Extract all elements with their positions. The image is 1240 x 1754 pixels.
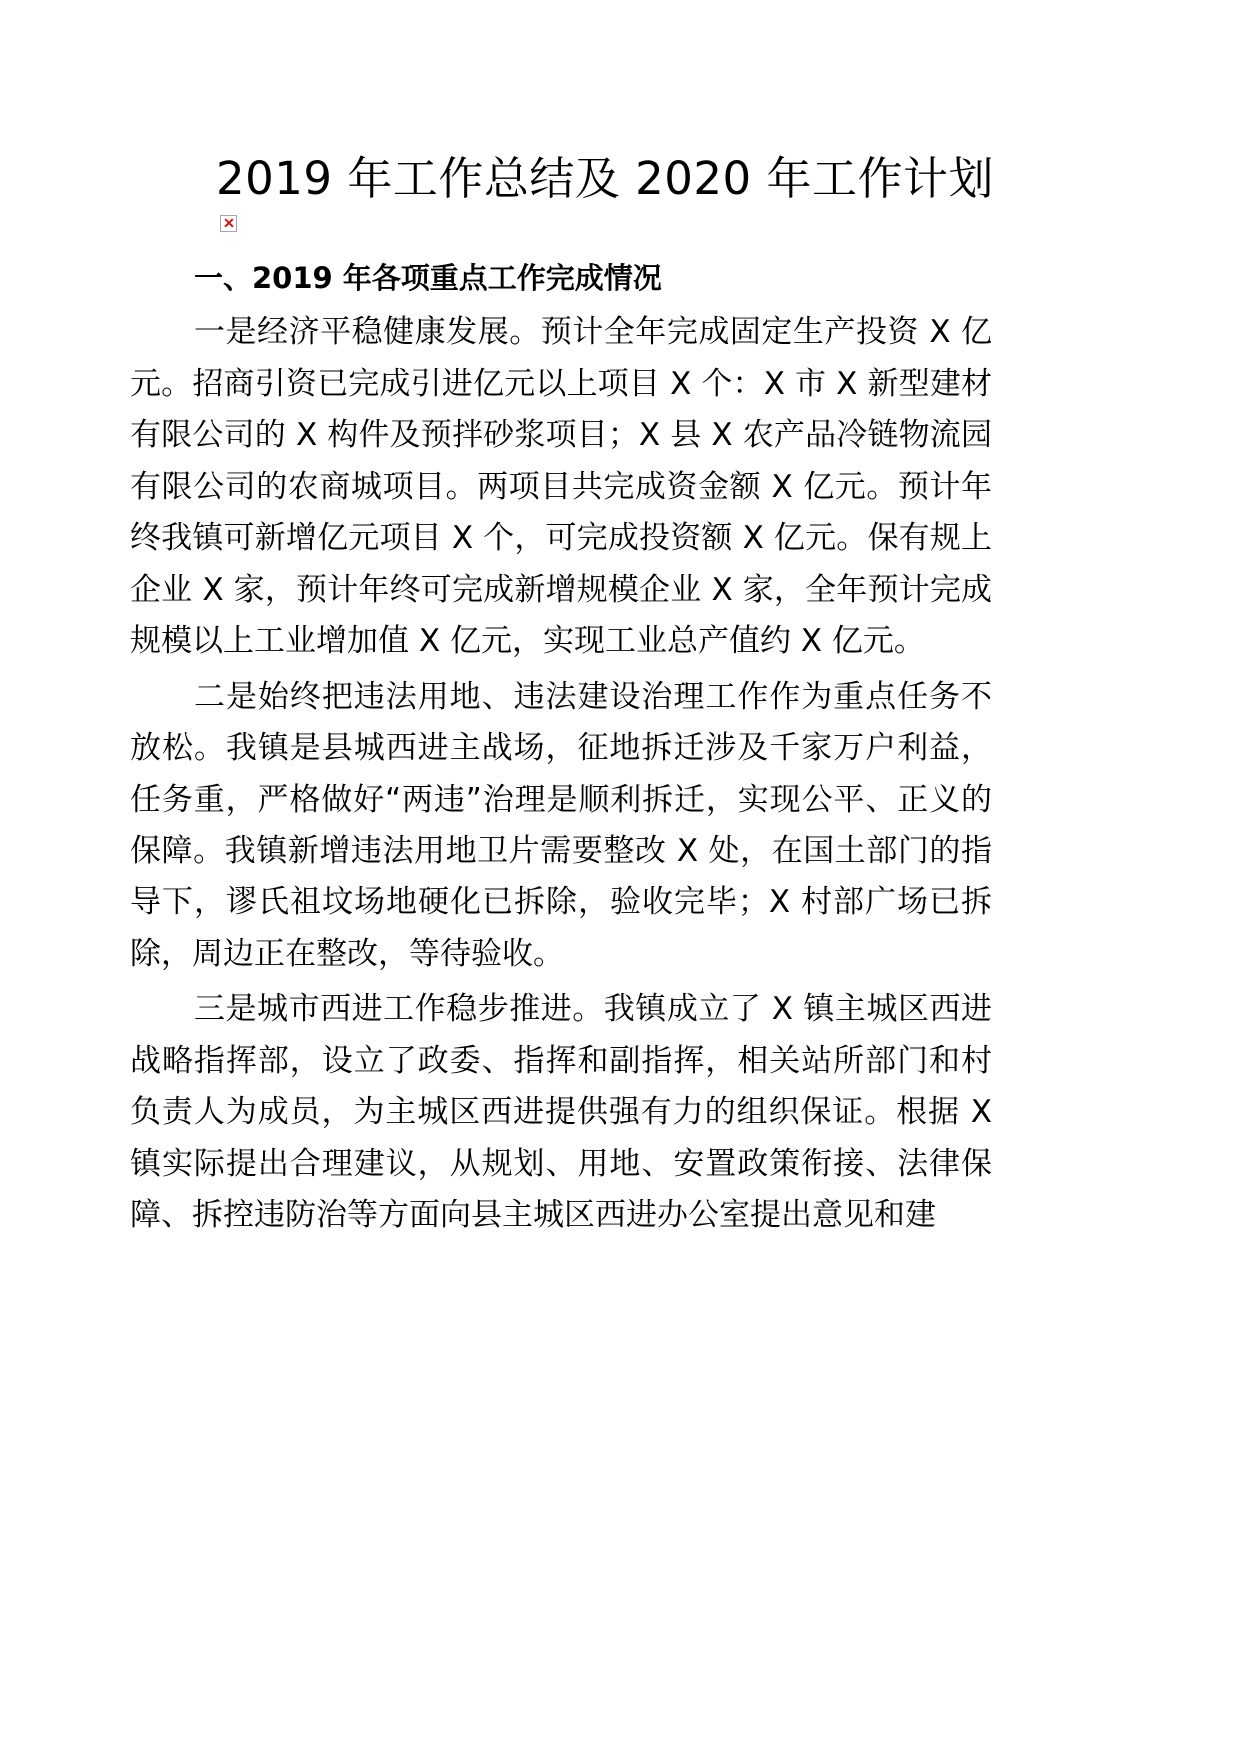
broken-image-row	[130, 213, 992, 235]
section-heading-1: 一、2019 年各项重点工作完成情况	[194, 260, 662, 295]
page-title: 2019 年工作总结及 2020 年工作计划	[216, 152, 994, 205]
paragraph-3: 三是城市西进工作稳步推进。我镇成立了 X 镇主城区西进战略指挥部，设立了政委、指挥和副指挥，相关站所部门和村负责人为成员，为主城区西进提供强有力的组织保证。根据 X 镇实际提出合理建议，从规划、用地、安置政策衔接、法律保障、拆控违防治等方面向县主城区西进办公室提出意见和建	[130, 991, 992, 1234]
broken-image-icon	[220, 215, 237, 232]
paragraph-1: 一是经济平稳健康发展。预计全年完成固定生产投资 X 亿元。招商引资已完成引进亿元以上项目 X 个：X 市 X 新型建材有限公司的 X 构件及预拌砂浆项目；X 县 X 农产品冷链物流园有限公司的农商城项目。两项目共完成资金额 X 亿元。预计年终我镇可新增亿元项目 X 个，可完成投资额 X 亿元。保有规上企业 X 家，预计年终可完成新增规模企业 X 家，全年预计完成规模以上工业增加值 X 亿元，实现工业总产值约 X 亿元。	[130, 314, 992, 660]
paragraph-2: 二是始终把违法用地、违法建设治理工作作为重点任务不放松。我镇是县城西进主战场，征地拆迁涉及千家万户利益，任务重，严格做好“两违”治理是顺利拆迁，实现公平、正义的保障。我镇新增违法用地卫片需要整改 X 处，在国土部门的指导下，谬氏祖坟场地硬化已拆除，验收完毕；X 村部广场已拆除，周边正在整改，等待验收。	[130, 678, 992, 972]
document-content	[130, 150, 992, 1246]
